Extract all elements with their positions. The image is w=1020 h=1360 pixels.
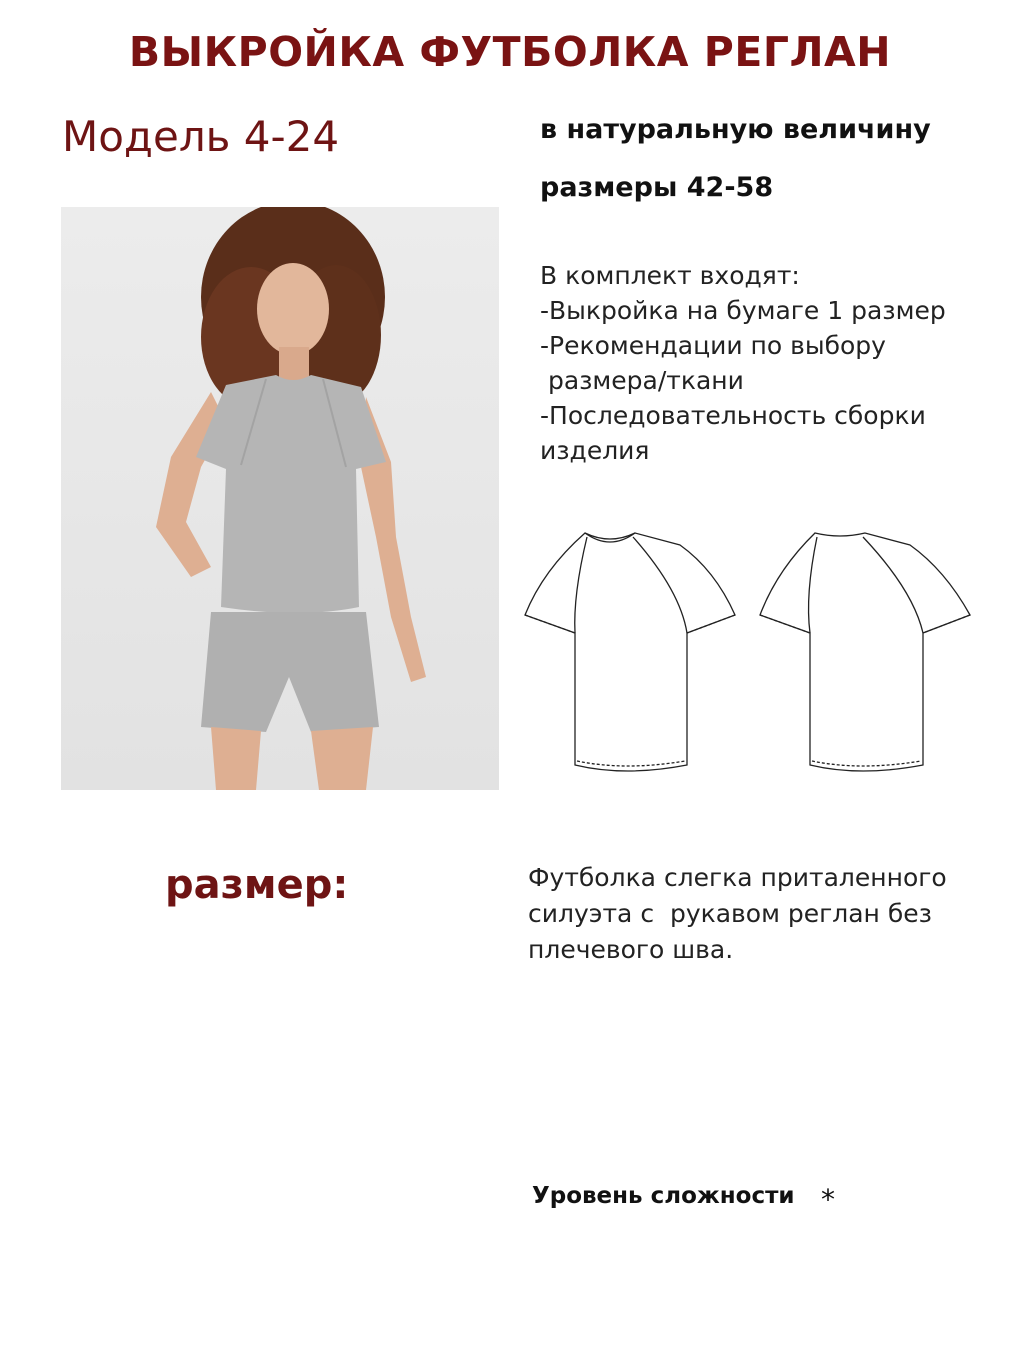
model-number: Модель 4-24 [62, 112, 340, 161]
kit-line: -Последовательность сборки [540, 401, 926, 430]
description-line: плечевого шва. [528, 935, 734, 964]
kit-line: В комплект входят: [540, 261, 800, 290]
model-photo [61, 207, 499, 790]
description-line: Футболка слегка приталенного [528, 863, 947, 892]
back-view-sketch [760, 533, 970, 771]
size-range: размеры 42-58 [540, 172, 774, 203]
kit-line: изделия [540, 436, 650, 465]
kit-line: размера/ткани [540, 366, 744, 395]
kit-line: -Выкройка на бумаге 1 размер [540, 296, 946, 325]
kit-contents [540, 258, 946, 468]
kit-line: -Рекомендации по выбору [540, 331, 886, 360]
difficulty-label: Уровень сложности [532, 1183, 795, 1209]
tshirt-technical-sketch [515, 515, 985, 785]
page-title: ВЫКРОЙКА ФУТБОЛКА РЕГЛАН [128, 28, 892, 76]
front-view-sketch [525, 533, 735, 771]
description-line: силуэта с рукавом реглан без [528, 899, 932, 928]
product-description [528, 860, 947, 968]
size-label: размер: [165, 862, 349, 908]
difficulty-star-icon: * [821, 1183, 835, 1216]
natural-size-note: в натуральную величину [540, 114, 931, 145]
model-photo-illustration [61, 207, 499, 790]
